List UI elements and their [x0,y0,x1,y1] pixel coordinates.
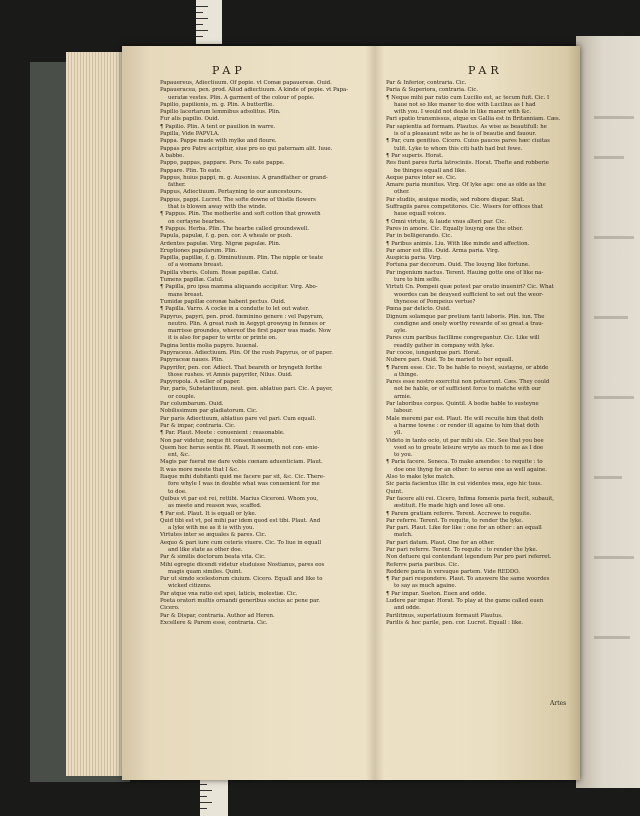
dictionary-line: Nobilissimum par gladiatorum. Cic. [160,408,258,415]
dictionary-line: ¶ Par superis. Horat. [386,152,444,159]
dictionary-line: Non defuere qui contendant legendum Par pro pari referret. [386,554,552,561]
catchword: Artes [550,700,567,707]
dictionary-line: Fortuna par decorum. Ouid. The louyng like fortune. [386,262,530,269]
dictionary-line: ture to him selfe. [394,277,441,284]
dictionary-line: a lyke with me as it is with you. [168,525,255,532]
dictionary-line: Par referre. Terent. To requite, to render the lyke. [386,517,523,524]
dictionary-line: ¶ Papilla. Varro. A cocke in a conduite to let out water. [160,306,310,313]
dictionary-line: ent, &c. [168,452,190,459]
dictionary-line: and like state as other doe. [168,547,243,553]
dictionary-line: mans breast. [168,291,204,298]
dictionary-line: Pappo, pappas, pappare. Pers. To eate pappe. [160,160,285,167]
dictionary-line: armie. [394,393,412,400]
dictionary-line: labour. [394,408,413,415]
dictionary-line: it is also for paper to write or printe on. [168,335,277,342]
dictionary-line: Res fiunt pares furta latrociniis. Horat. Thefte and robberie [386,160,549,167]
dictionary-line: Par amor est illis. Ouid. Arma paria. Virg. [386,247,500,254]
dictionary-line: Pappare. Plin. To eate. [160,167,222,174]
dictionary-line: Aequo & pari iure cum ceteris viuere. Cic. To liue in equall [160,539,322,546]
dictionary-line: Par pari. Plaut. Like for like : one for an other : an equall [386,525,542,532]
dictionary-line: Papyraceus. Adiectiuum. Plin. Of the rush Papyrus, or of paper. [160,349,333,356]
dictionary-line: Pœna par delicto. Ouid. [386,306,451,313]
dictionary-line: Papilla, Vide PAPVLA. [160,131,220,138]
dictionary-line: Pares cum paribus facillime congregantur. Cic. Like will [386,335,540,342]
dictionary-line: yll. [394,430,403,437]
dictionary-line: Quibus vt par est rei, rettibi. Marius Ciceroni. Whom you, [160,495,319,502]
dictionary-line: ueratæ vestes. Plin. A garment of the colour of popie. [168,94,315,101]
dictionary-line: Papilio, papilionis, m. g. Plin. A butterflie. [160,101,275,108]
dictionary-line: vsed so to greate leisure wryte as much to me as I doe [394,444,544,451]
dictionary-line: Referre paria paribus. Cic. [386,561,460,568]
dictionary-line: fore whyle I was in doubte what was conuenient for me [168,481,320,488]
dictionary-line: Virtutes inter se æquales & pares. Cic. [160,532,267,539]
dictionary-line: Par studiis, æuique modis, sed robore dispar. Stat. [386,196,525,203]
dictionary-line: ¶ Omni virtute, & laude vnus alteri par. Cic. [386,218,507,225]
dictionary-line: Par ut simdo scelestorum ciuium. Cicero. Equall and like to [160,576,323,583]
right-text-column [386,80,572,627]
dictionary-line: is of a pleasaunt wite as he is of beautie and fauour. [394,131,537,138]
dictionary-line: ¶ Par impar. Sueton. Euen and odde. [386,590,487,597]
dictionary-line: Par facere alii rei. Cicero, Infima fomenis paria fecit, subauit, [386,495,554,502]
dictionary-line: Also to make lyke match. [386,474,455,481]
dictionary-line: ¶ Paribus animis. Liu. With like minde and affection. [386,240,530,247]
dictionary-line: a harme towne : or render ill againe to him that doth [394,422,539,429]
dictionary-line: Pappa. Pappe made with mylke and floure. [160,138,277,145]
dictionary-line: and odde. [394,605,421,612]
dictionary-line: Par atque vna ratio est spei, laticis, molestiæ. Cic. [160,590,298,597]
running-header-right: PAR [468,64,503,77]
dictionary-line: ¶ Pappus. Plin. The motherlie and soft cotton that groweth [160,211,321,218]
dictionary-line: to say as much againe. [394,583,457,590]
dictionary-line: It was more meete that I &c. [160,466,239,473]
dictionary-line: of a womans breast. [168,262,224,269]
dictionary-line: neutro. Plin. A great rush in Aegypt growyng in fennes or [168,320,326,327]
dictionary-line: not be hable, or of sufficient force to matche with our [394,386,541,393]
dictionary-line: Male meremi par est. Plaut. He will recuite him that doth [386,415,544,422]
dictionary-line: Pari spatio transmissus, atque ex Gallia est in Britanniam. Cæs. [386,116,561,123]
dictionary-line: Paria & Superiora, contraria. Cic. [386,87,479,94]
dictionary-line: Quem hoc herus sentis fit. Plaut. It seemeth not con- enie- [160,444,320,451]
dictionary-line: A babbe. [160,152,185,159]
dictionary-line: ¶ Par est. Plaut. It is equall or lyke. [160,510,257,517]
dictionary-line: ¶ Pappus. Herba. Plin. The hearbe called groundswell. [160,225,310,232]
dictionary-line: Papauereus, Adiectiuum. Of popie. vt Comæ papauereæ. Ouid. [160,80,332,86]
dictionary-line: as meete and reason was, scaffed. [168,503,262,510]
dictionary-line: Par & similis doctorum beata vita. Cic. [160,554,266,561]
dictionary-line: Reddere paria in versuque partem. Vide REDDO. [386,568,520,575]
dictionary-line: ¶ Paria facere. Seneca. To make amendes : to requite : to [386,459,543,466]
dictionary-line: Cicero. [160,605,180,612]
dictionary-line: Par cocoe, iungantque pari. Horat. [386,349,481,356]
dictionary-line: Tumens papillæ. Catul. [160,277,224,284]
dictionary-line: Par columbarum. Ouid. [160,401,224,408]
dictionary-line: Par sapientia ad formam. Plautus. As wise as beautifull: he [386,123,547,130]
scale-ruler-top [196,0,222,44]
left-text-column [160,80,370,627]
dictionary-line: ¶ Par. Plaut. Meete : conuenient : reasonable. [160,430,285,437]
dictionary-line: Excellere & Parem esse, contraria. Cic. [160,619,268,626]
dictionary-line: Amare paria munitus. Virg. Of lyke age: one as olde as the [386,182,546,189]
dictionary-line: Pares in amore. Cic. Equally louyng one the other. [386,225,524,232]
dictionary-line: magis quam similes. Quint. [168,568,243,575]
dictionary-line: Ardentes papulæ. Virg. Nigræ papulæ. Plin. [160,240,281,247]
dictionary-line: Par paris Adiectiuum, ablatiuo pare vel pari. Cum equall. [160,415,317,422]
dictionary-line: condigne and onely worthy rewarde of so great a trau- [394,320,544,327]
dictionary-line: Fur alis papilio. Ouid. [160,116,220,123]
dictionary-line: Pagina lentis molia papyro. Iuuenal. [160,342,259,349]
dictionary-line: Videto in tanto ocio, ut par mihi sis. Cic. See that you bee [386,437,544,444]
dictionary-line: Papilla, papillæ, f. g. Diminutiuum. Plin. The nipple or teate [160,255,324,262]
dictionary-line: ayle. [394,328,407,335]
dictionary-line: Sic paria facientus illic in cui videntes mea, ego hic tuus. [386,481,543,488]
dictionary-line: haue equall voices. [394,211,447,218]
dictionary-line: Dignum solamque par pretium tanti laboris. Plin. iun. The [386,313,545,320]
dictionary-line: ¶ Par pari respondere. Plaut. To answere the same woordes [386,576,550,583]
dictionary-line: Par in belligerando. Cic. [386,233,453,240]
dictionary-line: Parilitmus, superlatiuum formauit Plautus. [386,612,503,619]
dictionary-line: doe one thyng for an other: to serue one as well againe. [394,466,547,473]
dictionary-line: haue not so like maner to doe with Lucilius as I had [394,101,536,108]
dictionary-line: with you. I would not deale in like maner with &c. [394,109,532,116]
dictionary-line: or couple. [168,393,196,400]
dictionary-line: Aeque pares inter se. Cic. [386,174,457,181]
dictionary-line: Papula, papulæ, f. g. pen. cor. A wheale or push. [160,233,293,240]
dictionary-line: Papilla vberis. Colum. Rosæ papillæ. Catul. [160,269,279,276]
dictionary-line: Pappas pro Patre accipitur, siue pro eo qui paternam alit. Iuue. [160,145,333,152]
dictionary-line: Papyrifer, pen. cor. Adiect. That beareth or bryngeth forthe [160,364,322,371]
dictionary-line: Ludere par impar. Horat. To play at the game called euen [386,598,544,605]
dictionary-line: Virtuti Cn. Pompeii quæ potest par oratio inueniri? Cic. What [386,284,554,291]
dictionary-line: Suffragiis pares competitores. Cic. Wisers for offices that [386,204,543,211]
dictionary-line: ¶ Neque mihi par ratio cum Lucilio est, ac tecum fuit. Cic. I [386,94,550,101]
dictionary-line: Papaueracea, pen. prod. Aliud adiectiuum. A kinde of popie. vt Papa- [160,87,349,94]
dictionary-line: ¶ Papilio. Plin. A tent or pauilion in warre. [160,123,276,130]
dictionary-line: Mihi egregie dicendi videtur studuisse Nostianus, pares eos [160,561,325,568]
dictionary-line: Pares esse nostro exercitui non potuerunt. Cæs. They could [386,379,550,386]
dictionary-line: Eruptiones papularum. Plin. [160,247,238,254]
dictionary-line: Parilis & hoc parile, pen. cor. Lucret. Equall : like. [386,619,524,626]
dictionary-line: Pappus, huius pappi, m. g. Ausonius. A grandfather or grand- [160,174,328,181]
dictionary-line: wicked citizens. [168,583,212,590]
dictionary-line: Non par videtur, neque fit consentaneum, [160,437,275,444]
dictionary-line: Itaque mihi dubitanti quid me facere par sit, &c. Cic. There- [160,474,325,481]
dictionary-line: æstituit. He made high and lowe all one. [394,503,506,510]
dictionary-line: Papyraceæ naues. Plin. [160,357,224,364]
dictionary-line: Quid tibi est vt, pol mihi par idem quod est tibi. Plaut. And [160,517,321,524]
dictionary-line: woordes can be deuysed sufficient to set out the weor- [394,291,544,298]
dictionary-line: Par pari datum. Plaut. One for an other. [386,539,495,546]
dictionary-line: Papyrus, papyri, pen. prod. fœminino genere : vel Papyrum, [160,313,324,320]
dictionary-line: Tumidæ papillæ coronæ habent pectus. Ouid. [160,298,286,305]
dictionary-line: Auspicia paria. Virg. [386,255,442,262]
dictionary-line: Pappus, pappi. Lucret. The softe downe of thistle flowers [160,196,316,203]
dictionary-line: thynesse of Pompeius vertue? [394,298,476,305]
dictionary-line: Quint. [386,488,403,495]
dictionary-line: Par & Inferior, contraria. Cic. [386,80,467,86]
dictionary-line: ¶ Parem esse. Cic. To be hable to resyst, sustayne, or abide [386,364,549,371]
dictionary-line: other. [394,189,410,196]
page-edges [66,52,128,776]
dictionary-line: Papyropola. A seller of paper. [160,379,241,386]
dictionary-line: Par & Dispar, contraria. Author ad Heren. [160,612,275,619]
dictionary-line: tulit. Lyke to whom this citi hath had but fewe. [394,145,523,152]
dictionary-line: Papilio lacertarum lemmibus adsolitus. Plin. [160,109,281,116]
dictionary-line: those rushes. vt Amnis papyrifer, Nilus. Ouid. [168,371,293,378]
dictionary-line: match. [394,532,413,539]
dictionary-line: ¶ Parem gratiam referre. Terent. Accrewe to requite. [386,510,532,517]
dictionary-line: Par pari referre. Terent. To requite : to render the lyke. [386,547,538,553]
dictionary-line: Pappus, Adiectiuum. Pertayning to our auncestours. [160,189,303,196]
dictionary-line: Nubere pari. Ouid. To be maried to her equall. [386,357,514,364]
dictionary-line: Magis par fuerat me dare vobis cœnam aduenticiam. Plaut. [160,459,323,466]
dictionary-line: father. [168,182,186,189]
dictionary-line: ¶ Papilla, pro ipsa mamma aliquando accipitur. Virg. Abo- [160,284,318,291]
dictionary-line: Par laboribus corpus. Quintil. A bodie hable to susteyne [386,401,539,408]
dictionary-line: ¶ Par, cum genitiuo. Cicero. Cuius paucos pares hæc ciuitas [386,138,550,145]
running-header-left: PAP [212,64,246,77]
dictionary-line: Par & impar, contraria. Cic. [160,422,236,429]
dictionary-line: Poeta oratori multis ornandi generibus socius ac pene par. [160,598,320,605]
dictionary-line: to you. [394,452,413,459]
dictionary-line: to doe. [168,488,187,495]
dictionary-line: readily gather in company with lyke. [394,342,495,349]
dictionary-line: on certayne bearbes. [168,218,226,225]
dictionary-line: that is blowen away with the winde. [168,204,267,211]
dictionary-line: Par ingenium nactus. Terent. Hauing gotte one of like na- [386,269,544,276]
dictionary-line: be thinges equall and like. [394,167,467,174]
dictionary-line: marrisse groundes, whereof the first paper was made. Now [168,328,331,335]
facing-page [576,36,640,788]
dictionary-line: a thinge. [394,371,419,378]
dictionary-line: Par, paris, Substantiuum, neut. gen. ablatiuo pari. Cic. A payer, [160,386,333,393]
